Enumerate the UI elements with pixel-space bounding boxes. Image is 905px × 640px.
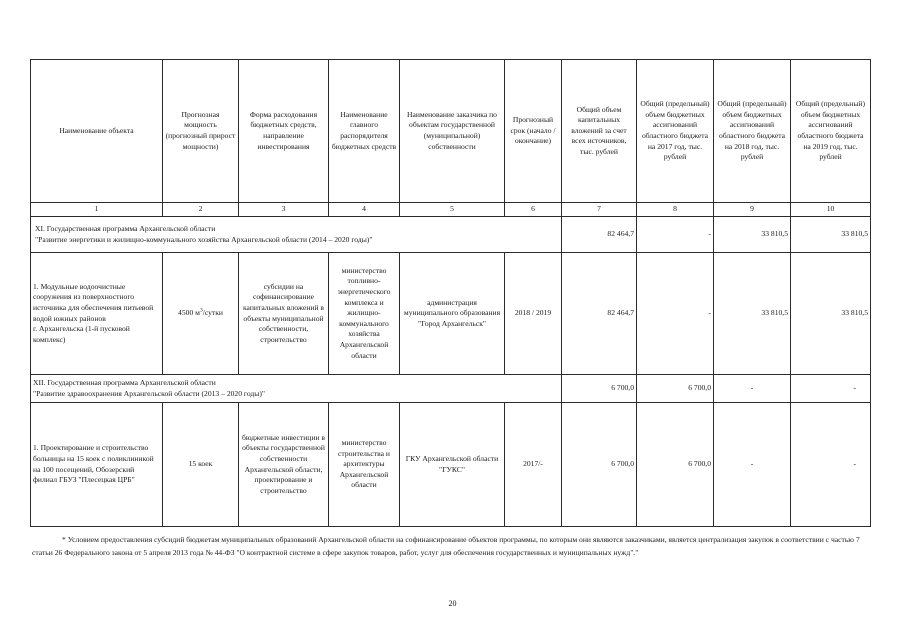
header-customer: Наименование заказчика по объектам государственной (муниципальной) собственности [400, 60, 505, 203]
header-spending-form: Форма расходования бюджетных средств, направление инвестирования [239, 60, 329, 203]
object-row [31, 403, 871, 527]
section-row-xi [31, 217, 871, 253]
column-number: 1 [31, 203, 163, 217]
capacity-unit: /сутки [202, 308, 223, 318]
header-object-name: Наименование объекта [31, 60, 163, 203]
object-budget-2018: 33 810,5 [714, 253, 791, 375]
header-budget-2018: Общий (предельный) объем бюджетных ассигнований областного бюджета на 2018 год, тыс. рублей [714, 60, 791, 203]
column-number: 2 [163, 203, 239, 217]
header-period: Прогнозный срок (начало / окончание) [505, 60, 562, 203]
section-total: 82 464,7 [562, 217, 637, 253]
section-budget-2018: 33 810,5 [714, 217, 791, 253]
object-budget-manager: министерство строительства и архитектуры Архангельской области [329, 403, 400, 527]
footnote: * Условием предоставления субсидий бюджетам муниципальных образований Архангельской области на софинансирование объектов программы, по которым они являются заказчиками, является централизация закупок в соответствии с частью 7 статьи 26 Федерального закона от 5 апреля 2013 года № 44-ФЗ "О контрактной системе в сфере закупок товаров, работ, услуг для обеспечения государственных и муниципальных нужд"." [32, 535, 860, 557]
capacity-value: 4500 м [178, 308, 200, 318]
object-spending-form: субсидии на софинансирование капитальных вложений в объекты муниципальной собственности, строительство [239, 253, 329, 375]
column-number: 4 [329, 203, 400, 217]
header-total-investment: Общий объем капитальных вложений за счет всех источников, тыс. рублей [562, 60, 637, 203]
header-capacity: Прогнозная мощность (прогнозный прирост мощности) [163, 60, 239, 203]
object-customer: администрация муниципального образования "Город Архангельск" [400, 253, 505, 375]
section-budget-2019: - [791, 375, 871, 403]
object-spending-form: бюджетные инвестиции в объекты государственной собственности Архангельской области, проектирование и строительство [239, 403, 329, 527]
column-number: 10 [791, 203, 871, 217]
object-budget-2019: - [791, 403, 871, 527]
header-budget-2017: Общий (предельный) объем бюджетных ассигнований областного бюджета на 2017 год, тыс. рублей [637, 60, 714, 203]
table-header-row [31, 60, 871, 203]
object-period: 2017/- [505, 403, 562, 527]
page-number: 20 [448, 599, 457, 608]
section-budget-2019: 33 810,5 [791, 217, 871, 253]
section-title: XII. Государственная программа Архангельской области "Развитие здравоохранения Архангельской области (2013 – 2020 годы)" [31, 375, 562, 403]
capacity-superscript: 3 [199, 307, 203, 314]
section-total: 6 700,0 [562, 375, 637, 403]
investment-objects-table [30, 59, 871, 527]
column-numbers-row [31, 203, 871, 217]
object-capacity [163, 253, 239, 375]
object-capacity [163, 403, 239, 527]
capacity-value: 15 коек [188, 459, 213, 469]
header-budget-manager: Наименование главного распорядителя бюджетных средств [329, 60, 400, 203]
object-name: 1. Проектирование и строительство больницы на 15 коек с поликлиникой на 100 посещений, Обозерский филиал ГБУЗ "Плесецкая ЦРБ" [31, 403, 163, 527]
section-budget-2017: 6 700,0 [637, 375, 714, 403]
header-budget-2019: Общий (предельный) объем бюджетных ассигнований областного бюджета на 2019 год, тыс. рублей [791, 60, 871, 203]
object-budget-2019: 33 810,5 [791, 253, 871, 375]
object-budget-2017: - [637, 253, 714, 375]
section-budget-2018: - [714, 375, 791, 403]
section-row-xii [31, 375, 871, 403]
object-row [31, 253, 871, 375]
column-number: 9 [714, 203, 791, 217]
section-budget-2017: - [637, 217, 714, 253]
object-budget-2017: 6 700,0 [637, 403, 714, 527]
object-total: 82 464,7 [562, 253, 637, 375]
section-title: XI. Государственная программа Архангельской области "Развитие энергетики и жилищно-коммунального хозяйства Архангельской области (2014 – 2020 годы)" [31, 217, 562, 253]
object-budget-2018: - [714, 403, 791, 527]
object-name: 1. Модульные водоочистные сооружения из поверхностного источника для обеспечения питьевой водой южных районов г. Архангельска (1-й пусковой комплекс) [31, 253, 163, 375]
column-number: 6 [505, 203, 562, 217]
object-budget-manager: министерство топливно-энергетического комплекса и жилищно-коммунального хозяйства Архангельской области [329, 253, 400, 375]
column-number: 8 [637, 203, 714, 217]
object-customer: ГКУ Архангельской области "ГУКС" [400, 403, 505, 527]
column-number: 3 [239, 203, 329, 217]
object-period: 2018 / 2019 [505, 253, 562, 375]
object-total: 6 700,0 [562, 403, 637, 527]
column-number: 7 [562, 203, 637, 217]
column-number: 5 [400, 203, 505, 217]
